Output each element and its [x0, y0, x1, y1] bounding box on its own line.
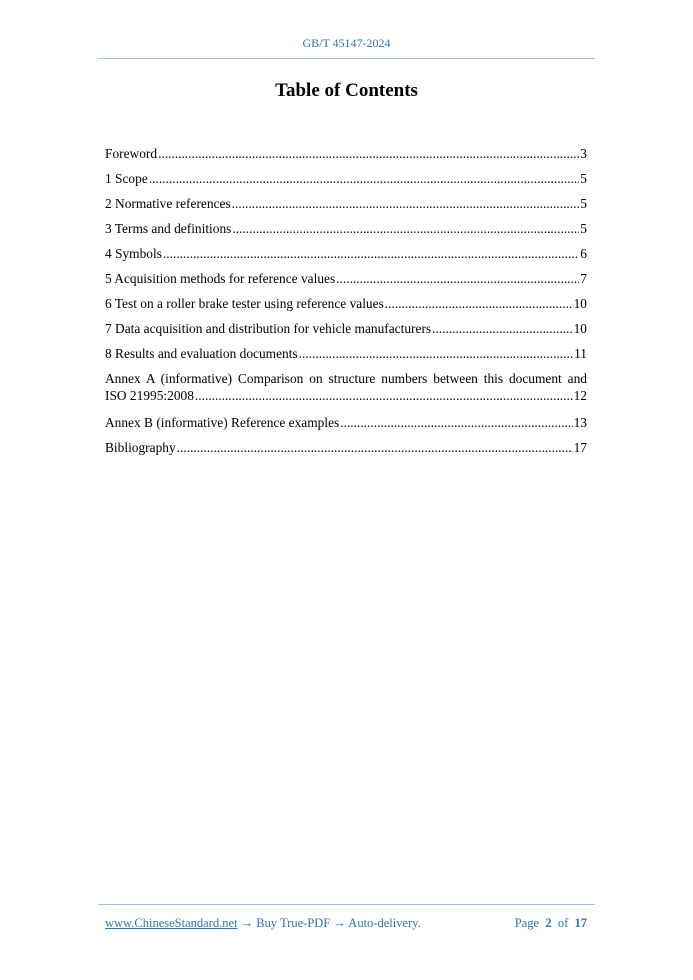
toc-entry-bibliography[interactable] [105, 431, 587, 456]
toc-entry-label: 3 Terms and definitions [105, 221, 232, 236]
page-title: Table of Contents [275, 80, 418, 101]
toc-leader-dots [158, 145, 579, 162]
of-word: of [557, 916, 569, 930]
toc-entry-line2 [105, 387, 587, 404]
toc-entry-page: 13 [573, 415, 587, 430]
toc-entry-label: 1 Scope [105, 171, 148, 186]
toc-entry-label: 7 Data acquisition and distribution for vehicle manufacturers [105, 321, 432, 336]
toc-entry-page: 6 [580, 246, 587, 261]
toc-entry-annex-b[interactable] [105, 406, 587, 431]
toc-entry-page: 11 [574, 346, 587, 361]
toc-entry-label-line2: ISO 21995:2008 [105, 388, 194, 403]
table-of-contents [105, 137, 587, 456]
toc-entry-label: 4 Symbols [105, 246, 162, 261]
toc-entry-page: 7 [580, 271, 587, 286]
toc-leader-dots [232, 195, 580, 212]
toc-entry-label: 8 Results and evaluation documents [105, 346, 298, 361]
toc-entry-label: 6 Test on a roller brake tester using reference values [105, 296, 384, 311]
toc-leader-dots [336, 270, 579, 287]
toc-entry-page: 3 [580, 146, 587, 161]
current-page: 2 [545, 916, 552, 930]
document-header: GB/T 45147-2024 [302, 36, 391, 50]
toc-entry-page: 5 [580, 221, 587, 236]
footer-divider [98, 904, 595, 905]
toc-entry-page: 17 [573, 440, 587, 455]
toc-leader-dots [299, 345, 573, 362]
toc-entry-label: 5 Acquisition methods for reference values [105, 271, 336, 286]
promo-text[interactable]: → Buy True-PDF → Auto-delivery. [240, 916, 421, 930]
toc-entry-page: 10 [573, 321, 587, 336]
toc-entry-page: 10 [573, 296, 587, 311]
toc-entry-label: Annex B (informative) Reference examples [105, 415, 340, 430]
toc-entry-foreword[interactable] [105, 137, 587, 162]
page-footer [105, 916, 587, 931]
toc-leader-dots [177, 439, 573, 456]
toc-entry-terms-definitions[interactable] [105, 212, 587, 237]
toc-entry-label-line1: Annex A (informative) Comparison on structure numbers between this document and [105, 371, 587, 386]
toc-entry-scope[interactable] [105, 162, 587, 187]
page-number [515, 916, 587, 931]
toc-leader-dots [385, 295, 573, 312]
toc-entry-page: 12 [573, 388, 587, 403]
toc-entry-label: 2 Normative references [105, 196, 231, 211]
toc-entry-page: 5 [580, 171, 587, 186]
toc-leader-dots [432, 320, 573, 337]
footer-promo [105, 916, 421, 931]
toc-leader-dots [340, 414, 572, 431]
header-divider [98, 58, 595, 59]
toc-entry-page: 5 [580, 196, 587, 211]
toc-leader-dots [149, 170, 580, 187]
toc-entry-acquisition-methods[interactable] [105, 262, 587, 287]
page-word: Page [514, 916, 540, 930]
toc-entry-data-acquisition[interactable] [105, 312, 587, 337]
site-link[interactable]: www.ChineseStandard.net [105, 916, 238, 930]
toc-entry-normative-references[interactable] [105, 187, 587, 212]
toc-leader-dots [195, 387, 573, 404]
toc-entry-results-evaluation[interactable] [105, 337, 587, 362]
toc-entry-annex-a[interactable] [105, 370, 587, 404]
toc-entry-label: Foreword [105, 146, 158, 161]
toc-entry-symbols[interactable] [105, 237, 587, 262]
total-pages: 17 [574, 916, 587, 930]
toc-entry-roller-brake-test[interactable] [105, 287, 587, 312]
toc-leader-dots [163, 245, 579, 262]
toc-leader-dots [232, 220, 579, 237]
toc-entry-label: Bibliography [105, 440, 176, 455]
